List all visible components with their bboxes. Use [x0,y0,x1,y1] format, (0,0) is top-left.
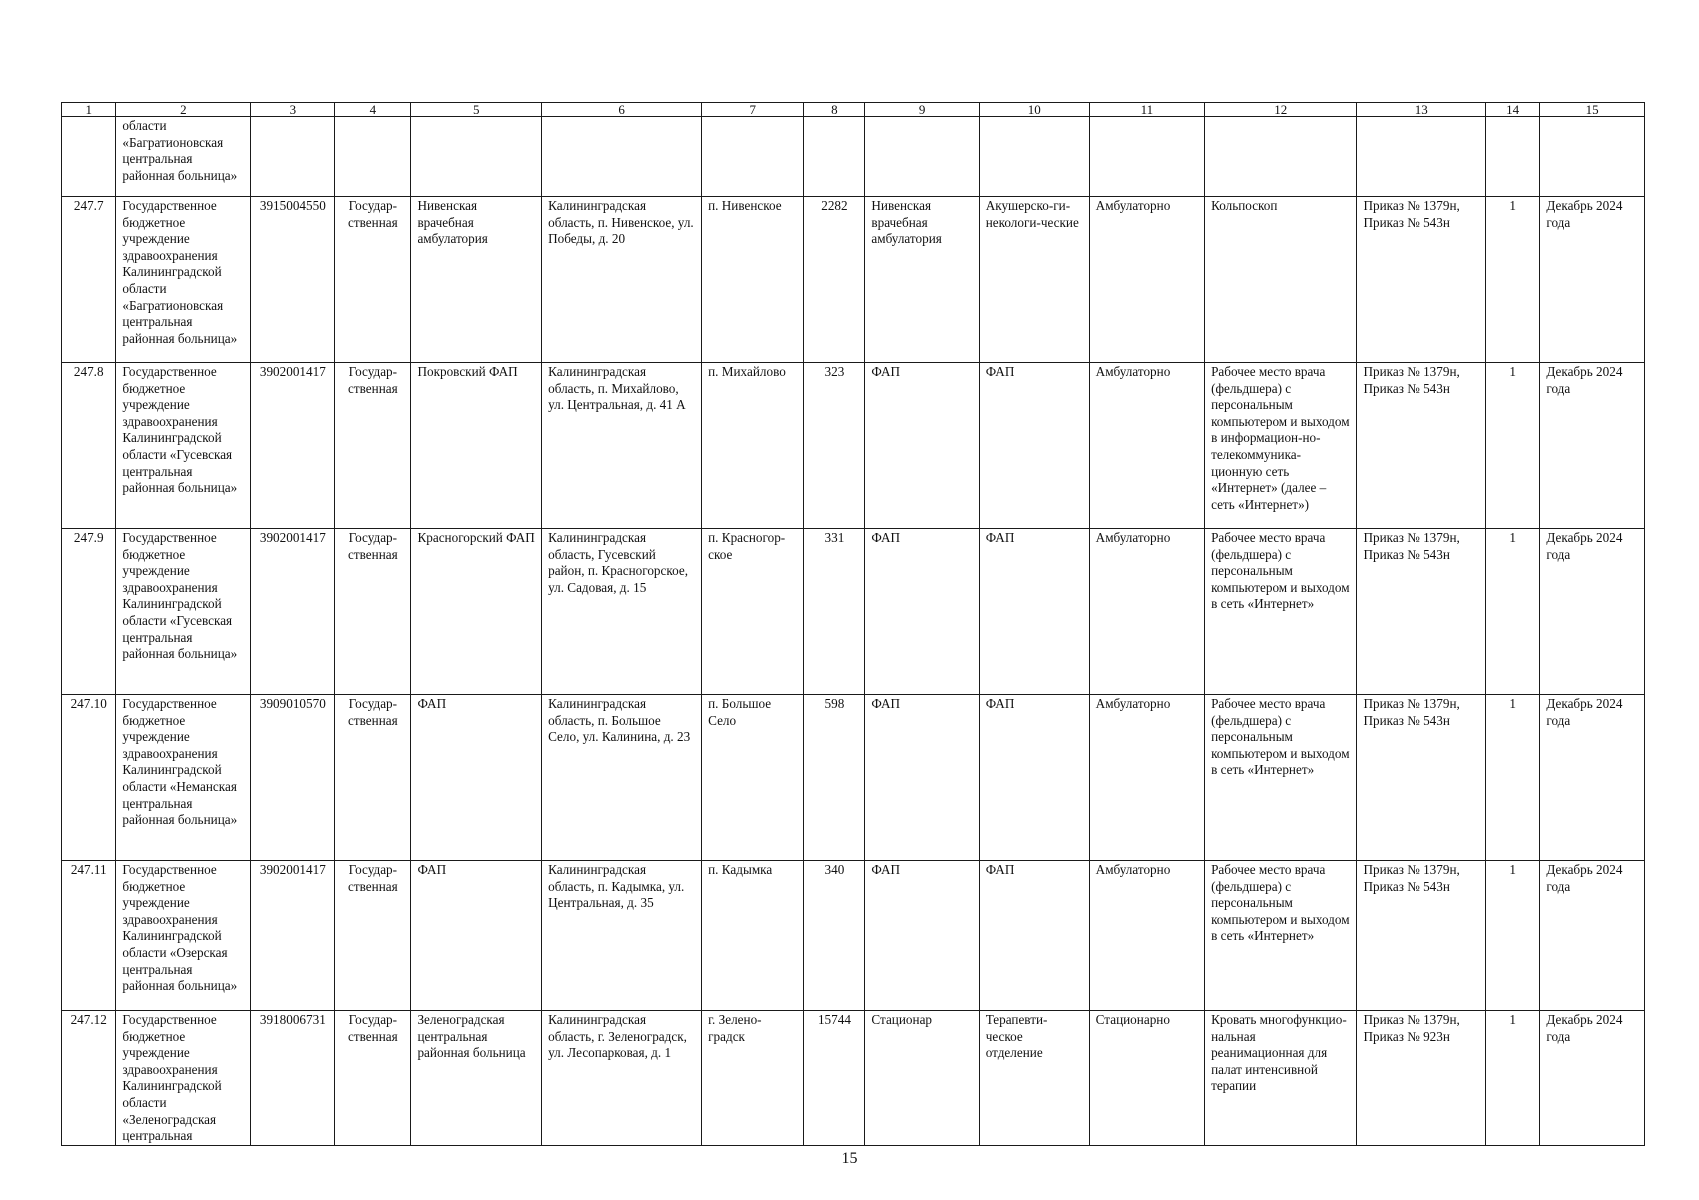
inn-cell: 3915004550 [251,197,335,363]
org-cell: области «Багратионовская центральная районная больница» [116,117,251,197]
table-row [62,1011,1645,1146]
population-cell: 598 [804,695,865,861]
care-cell: Стационарно [1089,1011,1204,1146]
deadline-cell: Декабрь 2024 года [1540,1011,1645,1146]
unit-type-cell: ФАП [865,363,979,529]
settlement-cell: п. Большое Село [702,695,804,861]
row-number: 247.12 [62,1011,116,1146]
col-header: 14 [1485,103,1539,117]
col-header: 1 [62,103,116,117]
col-header: 7 [702,103,804,117]
col-header: 13 [1357,103,1485,117]
inn-cell: 3902001417 [251,529,335,695]
department-cell: Терапевти-ческое отделение [979,1011,1089,1146]
settlement-cell: п. Нивенское [702,197,804,363]
deadline-cell: Декабрь 2024 года [1540,529,1645,695]
unit-type-cell: ФАП [865,529,979,695]
col-header: 2 [116,103,251,117]
col-header: 10 [979,103,1089,117]
row-number: 247.10 [62,695,116,861]
department-cell: ФАП [979,861,1089,1011]
equipment-cell: Рабочее место врача (фельдшера) с персональным компьютером и выходом в сеть «Интернет» [1205,529,1357,695]
ownership-cell: Государ-ственная [335,861,411,1011]
col-header: 11 [1089,103,1204,117]
order-cell: Приказ № 1379н, Приказ № 543н [1357,861,1485,1011]
unit-type-cell: ФАП [865,861,979,1011]
ownership-cell: Государ-ственная [335,197,411,363]
inn-cell: 3909010570 [251,695,335,861]
deadline-cell: Декабрь 2024 года [1540,197,1645,363]
order-cell: Приказ № 1379н, Приказ № 543н [1357,695,1485,861]
ownership-cell: Государ-ственная [335,529,411,695]
facility-cell: ФАП [411,861,542,1011]
quantity-cell: 1 [1485,363,1539,529]
page-number: 15 [841,1150,858,1167]
col-header: 5 [411,103,542,117]
address-cell: Калининградская область, г. Зеленоградск, ул. Лесопарковая, д. 1 [542,1011,702,1146]
department-cell: ФАП [979,529,1089,695]
address-cell: Калининградская область, п. Большое Село, ул. Калинина, д. 23 [542,695,702,861]
quantity-cell: 1 [1485,861,1539,1011]
order-cell: Приказ № 1379н, Приказ № 543н [1357,529,1485,695]
inn-cell: 3918006731 [251,1011,335,1146]
address-cell: Калининградская область, п. Михайлово, ул. Центральная, д. 41 А [542,363,702,529]
settlement-cell: п. Михайлово [702,363,804,529]
unit-type-cell: Стационар [865,1011,979,1146]
col-header: 9 [865,103,979,117]
col-header: 15 [1540,103,1645,117]
row-number: 247.8 [62,363,116,529]
ownership-cell: Государ-ственная [335,695,411,861]
deadline-cell: Декабрь 2024 года [1540,695,1645,861]
address-cell: Калининградская область, п. Нивенское, ул. Победы, д. 20 [542,197,702,363]
equipment-table [61,102,1645,1146]
order-cell: Приказ № 1379н, Приказ № 543н [1357,197,1485,363]
col-header: 8 [804,103,865,117]
unit-type-cell: Нивенская врачебная амбулатория [865,197,979,363]
column-number-row [62,103,1645,117]
table-row [62,363,1645,529]
quantity-cell: 1 [1485,1011,1539,1146]
department-cell: ФАП [979,363,1089,529]
row-number: 247.9 [62,529,116,695]
inn-cell: 3902001417 [251,363,335,529]
org-cell: Государственное бюджетное учреждение здравоохранения Калининградской области «Гусевская центральная районная больница» [116,363,251,529]
org-cell: Государственное бюджетное учреждение здравоохранения Калининградской области «Зеленоградская центральная [116,1011,251,1146]
settlement-cell: г. Зелено-градск [702,1011,804,1146]
order-cell: Приказ № 1379н, Приказ № 923н [1357,1011,1485,1146]
col-header: 12 [1205,103,1357,117]
table-row [62,695,1645,861]
org-cell: Государственное бюджетное учреждение здравоохранения Калининградской области «Гусевская центральная районная больница» [116,529,251,695]
address-cell: Калининградская область, Гусевский район, п. Красногорское, ул. Садовая, д. 15 [542,529,702,695]
deadline-cell: Декабрь 2024 года [1540,363,1645,529]
quantity-cell: 1 [1485,197,1539,363]
quantity-cell: 1 [1485,695,1539,861]
population-cell: 2282 [804,197,865,363]
population-cell: 331 [804,529,865,695]
row-number: 247.7 [62,197,116,363]
org-cell: Государственное бюджетное учреждение здравоохранения Калининградской области «Озерская центральная районная больница» [116,861,251,1011]
care-cell: Амбулаторно [1089,529,1204,695]
ownership-cell: Государ-ственная [335,363,411,529]
equipment-cell: Рабочее место врача (фельдшера) с персональным компьютером и выходом в информацион-но-телекоммуника-ционную сеть «Интернет» (далее – сеть «Интернет») [1205,363,1357,529]
deadline-cell: Декабрь 2024 года [1540,861,1645,1011]
care-cell: Амбулаторно [1089,861,1204,1011]
table-row [62,861,1645,1011]
table-row-continuation [62,117,1645,197]
equipment-cell: Рабочее место врача (фельдшера) с персональным компьютером и выходом в сеть «Интернет» [1205,861,1357,1011]
population-cell: 15744 [804,1011,865,1146]
equipment-cell: Кольпоскоп [1205,197,1357,363]
unit-type-cell: ФАП [865,695,979,861]
facility-cell: Покровский ФАП [411,363,542,529]
department-cell: Акушерско-ги-некологи-ческие [979,197,1089,363]
table-row [62,529,1645,695]
care-cell: Амбулаторно [1089,695,1204,861]
row-number: 247.11 [62,861,116,1011]
population-cell: 340 [804,861,865,1011]
care-cell: Амбулаторно [1089,197,1204,363]
ownership-cell: Государ-ственная [335,1011,411,1146]
settlement-cell: п. Кадымка [702,861,804,1011]
equipment-cell: Рабочее место врача (фельдшера) с персональным компьютером и выходом в сеть «Интернет» [1205,695,1357,861]
inn-cell: 3902001417 [251,861,335,1011]
population-cell: 323 [804,363,865,529]
care-cell: Амбулаторно [1089,363,1204,529]
quantity-cell: 1 [1485,529,1539,695]
org-cell: Государственное бюджетное учреждение здравоохранения Калининградской области «Неманская центральная районная больница» [116,695,251,861]
facility-cell: ФАП [411,695,542,861]
equipment-cell: Кровать многофункцио-нальная реанимационная для палат интенсивной терапии [1205,1011,1357,1146]
settlement-cell: п. Красногор-ское [702,529,804,695]
order-cell: Приказ № 1379н, Приказ № 543н [1357,363,1485,529]
facility-cell: Зеленоградская центральная районная больница [411,1011,542,1146]
facility-cell: Красногорский ФАП [411,529,542,695]
department-cell: ФАП [979,695,1089,861]
table-row [62,197,1645,363]
col-header: 3 [251,103,335,117]
col-header: 4 [335,103,411,117]
address-cell: Калининградская область, п. Кадымка, ул. Центральная, д. 35 [542,861,702,1011]
org-cell: Государственное бюджетное учреждение здравоохранения Калининградской области «Багратионовская центральная районная больница» [116,197,251,363]
facility-cell: Нивенская врачебная амбулатория [411,197,542,363]
col-header: 6 [542,103,702,117]
